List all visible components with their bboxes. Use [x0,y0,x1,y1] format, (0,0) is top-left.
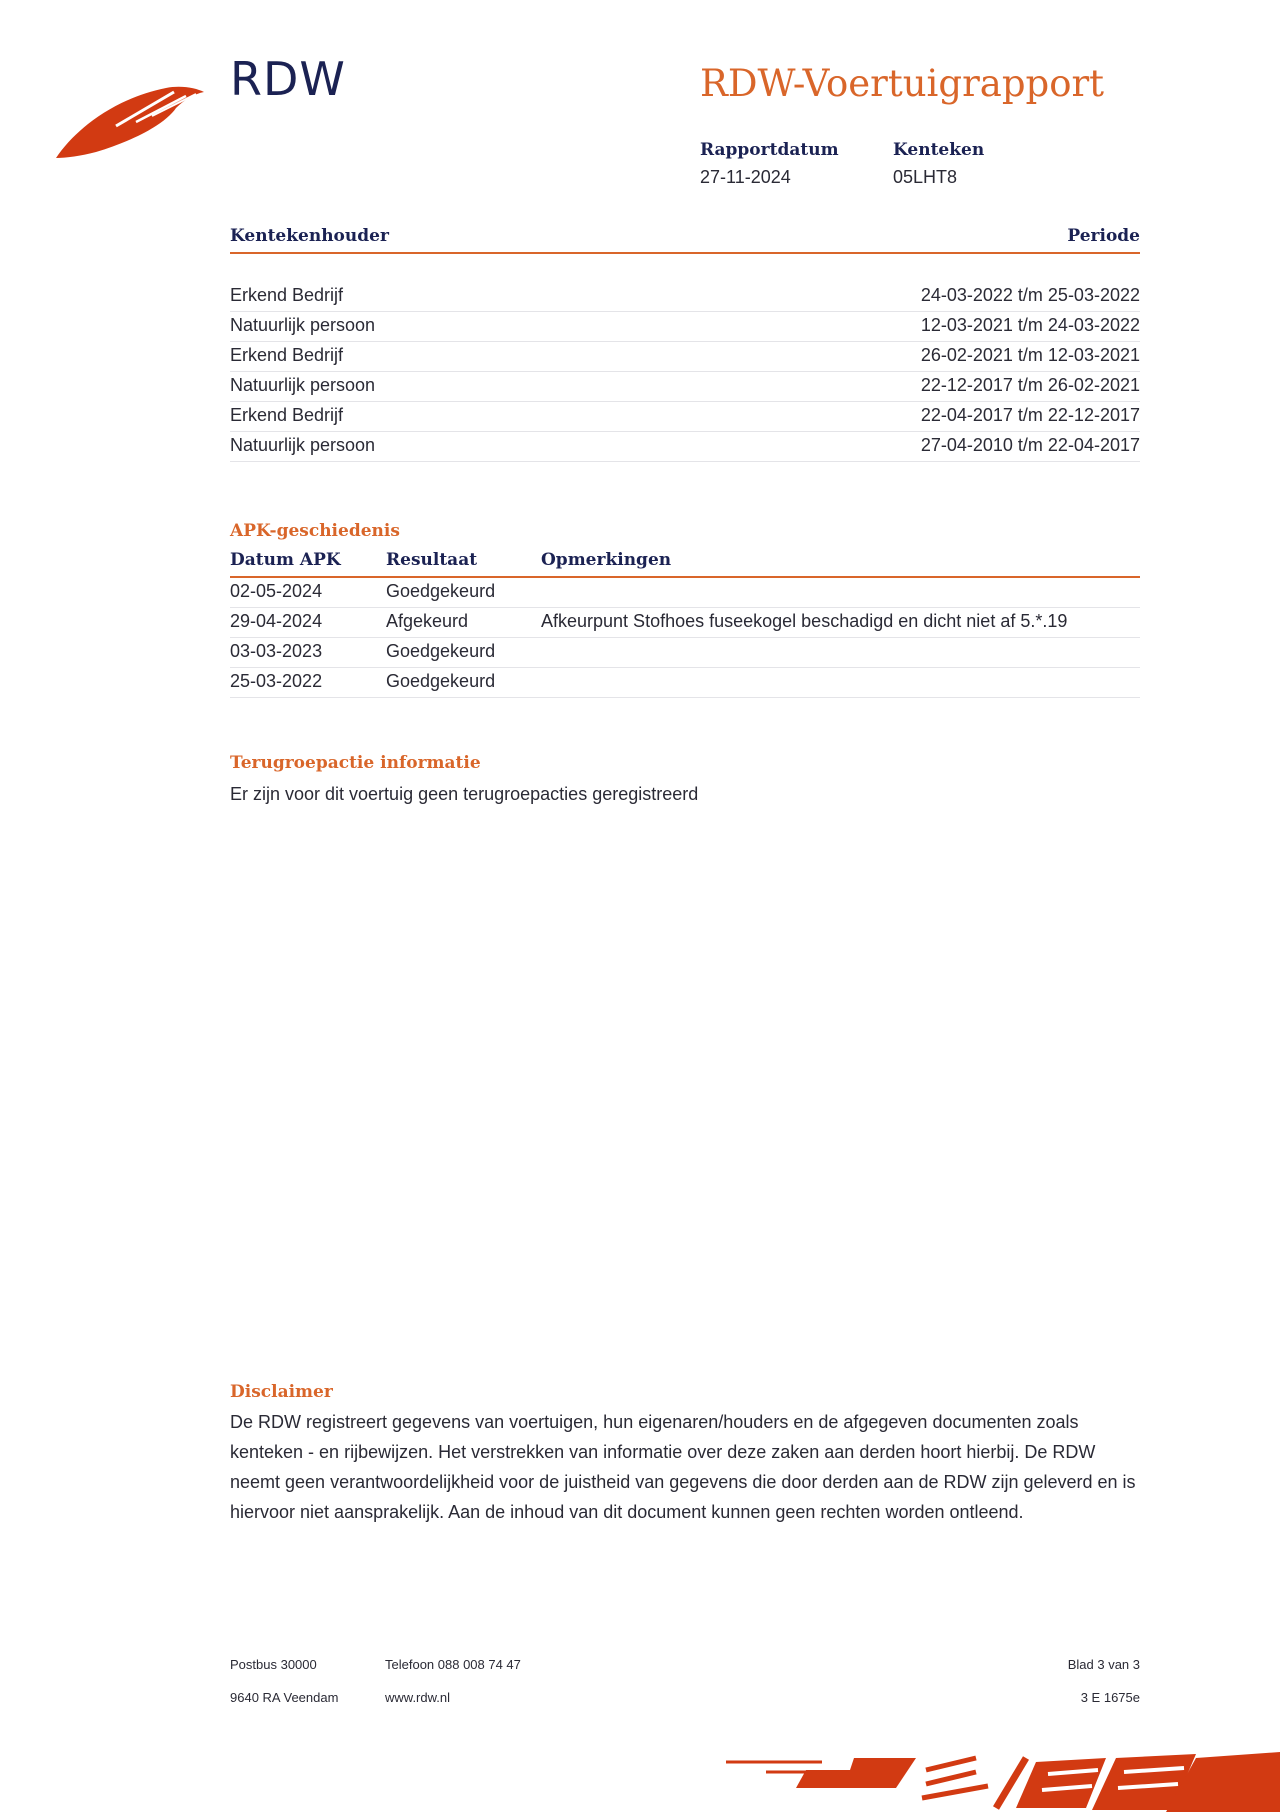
table-row [230,608,1140,638]
apk-date-cell: 25-03-2022 [230,671,323,691]
rapportdatum-value: 27-11-2024 [700,167,791,187]
apk-remarks-cell: Afkeurpunt Stofhoes fuseekogel beschadigd en dicht niet af 5.*.19 [541,611,1068,631]
footer-page: Blad 3 van 3 [1067,1657,1140,1672]
col-periode: Periode [1067,226,1140,246]
apk-date-cell: 02-05-2024 [230,581,323,601]
footer-city: 9640 RA Veendam [230,1690,339,1705]
recall-section-title: Terugroepactie informatie [230,753,481,773]
brand-name: RDW [230,52,346,106]
apk-result-cell: Afgekeurd [386,611,469,631]
report-title: RDW-Voertuigrapport [700,62,1105,105]
col-opmerkingen: Opmerkingen [541,550,672,570]
apk-result-cell: Goedgekeurd [386,581,496,601]
table-row [230,402,1140,432]
period-cell: 27-04-2010 t/m 22-04-2017 [920,435,1140,455]
table-row [230,638,1140,668]
apk-result-cell: Goedgekeurd [386,671,496,691]
table-row [230,668,1140,698]
footer-postbus: Postbus 30000 [230,1657,317,1672]
footer-web: www.rdw.nl [385,1690,451,1705]
recall-text: Er zijn voor dit voertuig geen terugroepacties geregistreerd [230,784,699,804]
period-cell: 22-12-2017 t/m 26-02-2021 [920,375,1140,395]
apk-table-header [230,550,1140,578]
rdw-footer-stripes-icon [726,1748,1280,1812]
col-datum-apk: Datum APK [230,550,341,570]
footer-code: 3 E 1675e [1080,1690,1140,1705]
apk-date-cell: 29-04-2024 [230,611,323,631]
apk-section-title: APK-geschiedenis [230,521,400,541]
holder-cell: Natuurlijk persoon [230,375,376,395]
rapportdatum-label: Rapportdatum [700,140,839,160]
disclaimer-title: Disclaimer [230,1382,333,1402]
disclaimer-text: De RDW registreert gegevens van voertuigen, hun eigenaren/houders en de afgegeven documenten zoals kenteken - en rijbewijzen. Het verstrekken van informatie over deze zaken aan derden hoort hierbij. De RDW neemt geen verantwoordelijkheid voor de juistheid van gegevens die door derden aan de RDW zijn geleverd en is hiervoor niet aansprakelijk. Aan de inhoud van dit document kunnen geen rechten worden ontleend. [230,1412,1136,1522]
col-kentekenhouder: Kentekenhouder [230,226,389,246]
period-cell: 12-03-2021 t/m 24-03-2022 [920,315,1140,335]
footer-phone: Telefoon 088 008 74 47 [385,1657,521,1672]
kenteken-label: Kenteken [893,140,985,160]
holder-cell: Natuurlijk persoon [230,435,376,455]
holder-cell: Erkend Bedrijf [230,285,344,305]
period-cell: 26-02-2021 t/m 12-03-2021 [920,345,1140,365]
holder-cell: Natuurlijk persoon [230,315,376,335]
rdw-logo-feather-icon [56,78,206,162]
period-cell: 24-03-2022 t/m 25-03-2022 [920,285,1140,305]
table-row [230,372,1140,402]
table-row [230,432,1140,462]
table-row [230,282,1140,312]
table-row [230,312,1140,342]
period-cell: 22-04-2017 t/m 22-12-2017 [920,405,1140,425]
kenteken-value: 05LHT8 [893,167,958,187]
apk-date-cell: 03-03-2023 [230,641,323,661]
holder-cell: Erkend Bedrijf [230,345,344,365]
col-resultaat: Resultaat [386,550,478,570]
apk-result-cell: Goedgekeurd [386,641,496,661]
holders-table-header [230,226,1140,254]
table-row [230,578,1140,608]
holder-cell: Erkend Bedrijf [230,405,344,425]
table-row [230,342,1140,372]
